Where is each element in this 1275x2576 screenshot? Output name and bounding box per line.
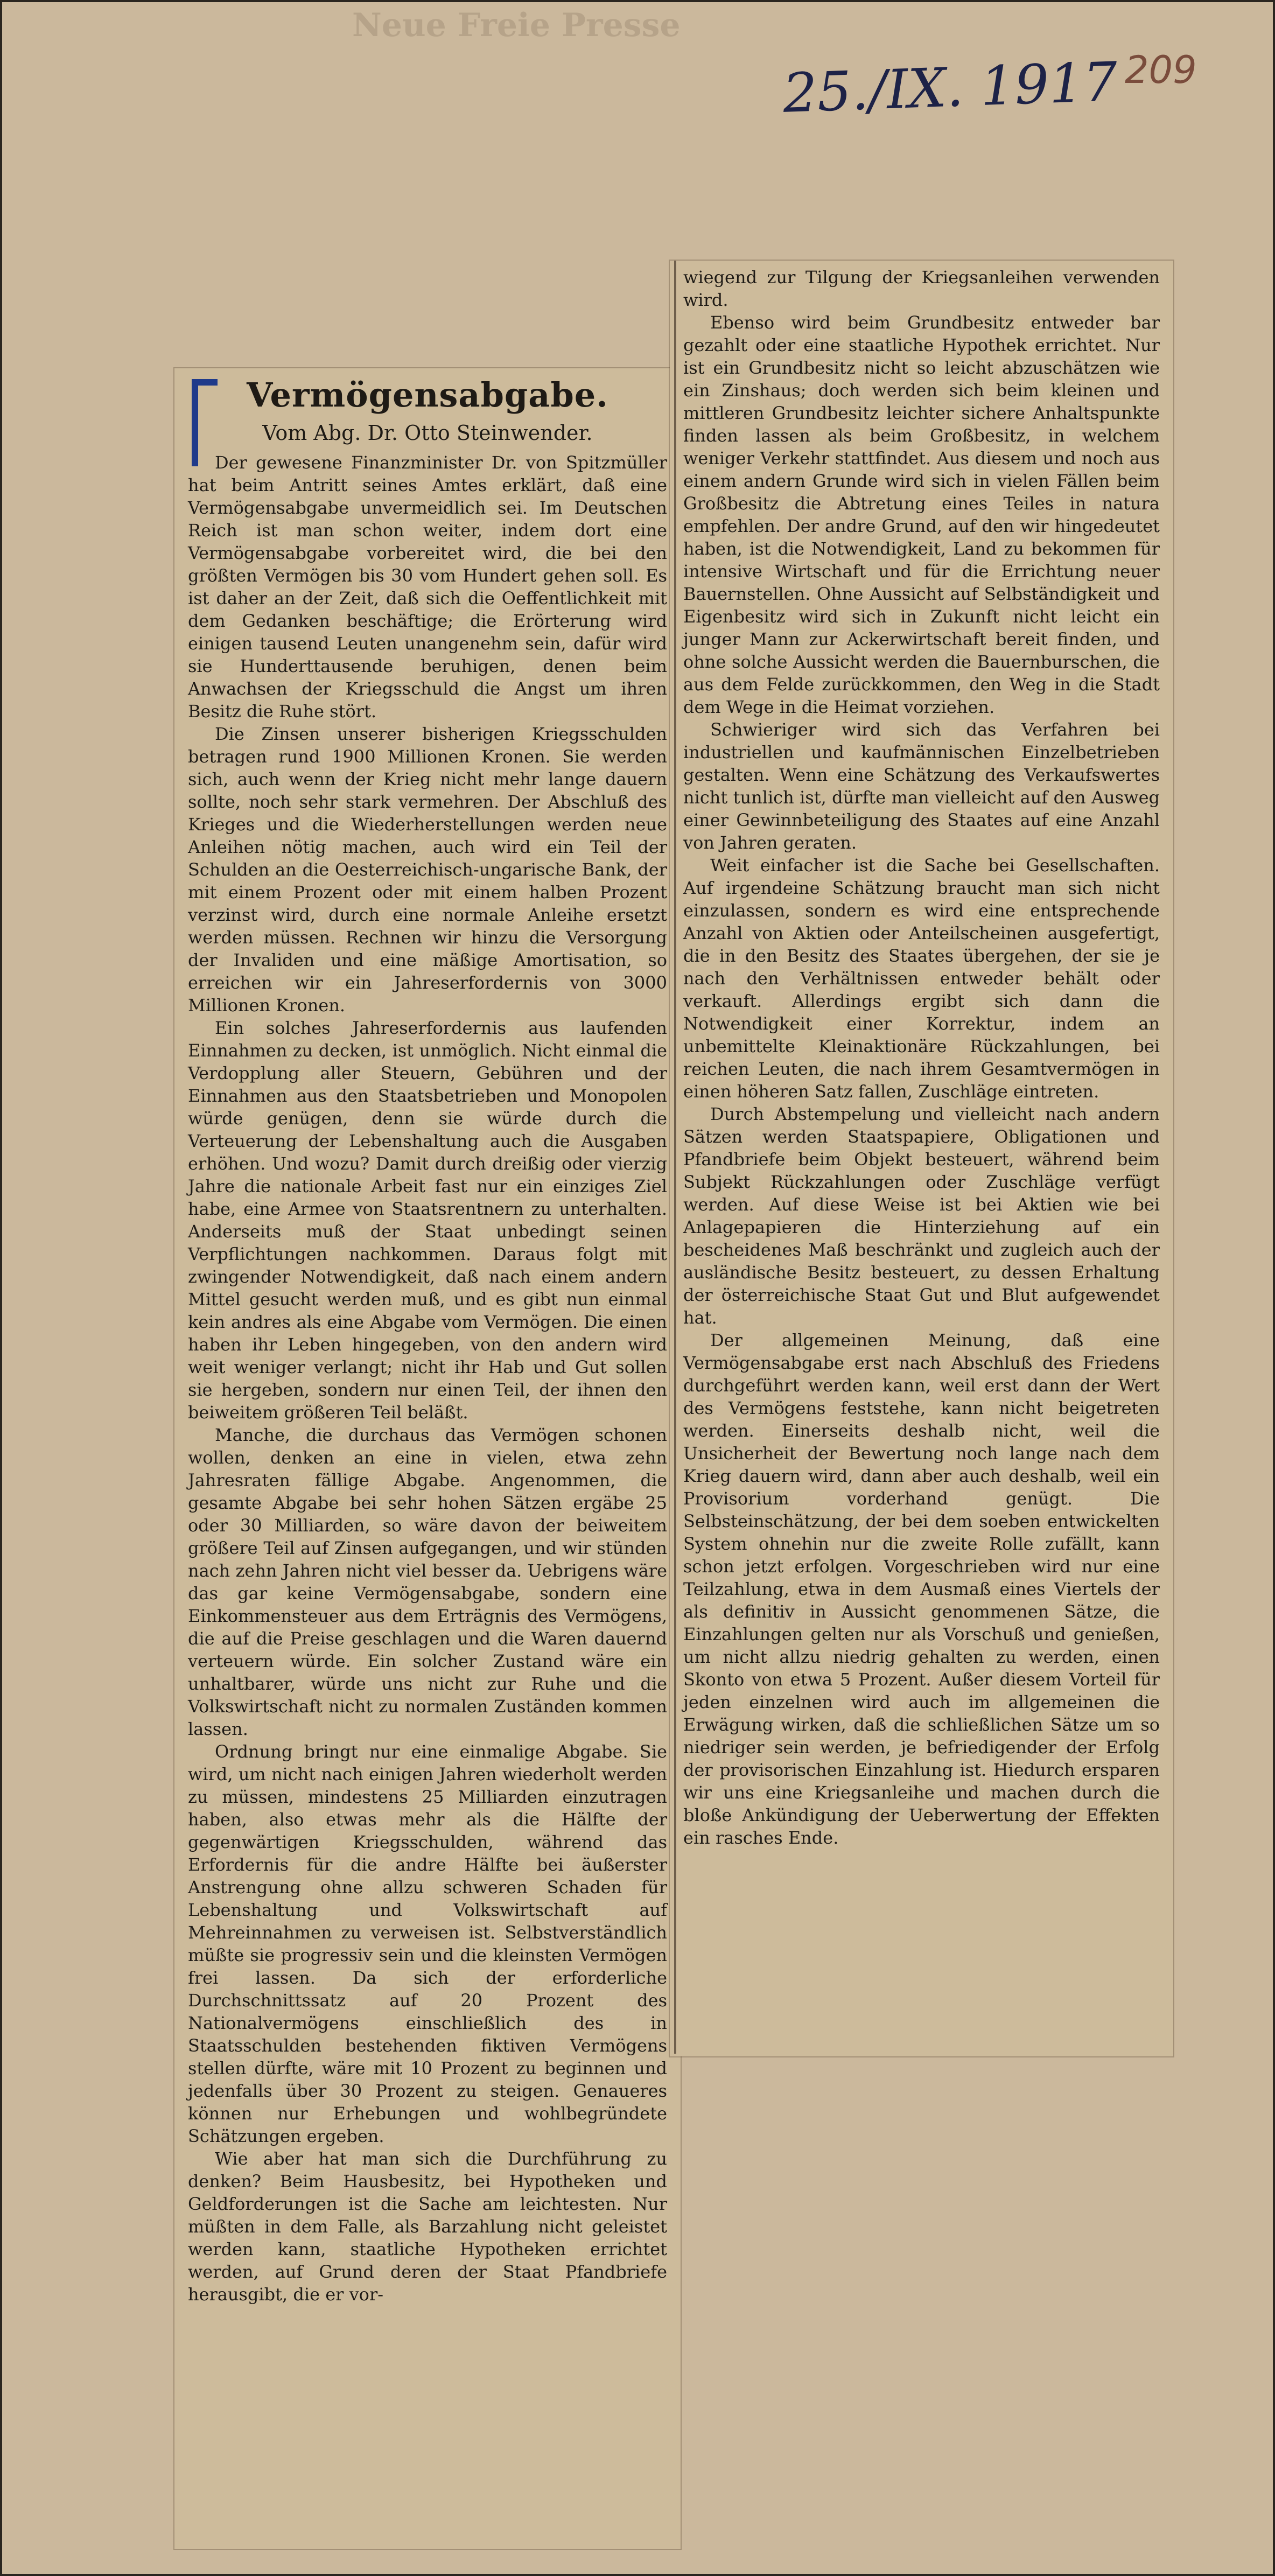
paragraph: Ordnung bringt nur eine einmalige Abgabe. Sie wird, um nicht nach einigen Jahren wiederholt werden zu müssen, mindestens 25 Milliarden einzutragen haben, also etwas mehr als die Hälfte der gegenwärtigen Kriegsschulden, während das Erfordernis für die andre Hälfte bei äußerster Anstrengung ohne allzu schweren Schaden für Lebenshaltung und Volkswirtschaft auf Mehreinnahmen zu verweisen ist. Selbstverständlich müßte sie progressiv sein und die kleinsten Vermögen frei lassen. Da sich der erforderliche Durchschnittssatz auf 20 Prozent des Nationalvermögens einschließlich des in Staatsschulden bestehenden fiktiven Vermögens stellen dürfte, wäre mit 10 Prozent zu beginnen und jedenfalls über 30 Prozent zu steigen. Genaueres können nur Erhebungen und wohlbegründete Schätzungen ergeben. — [188, 1741, 667, 2146]
paragraph: Durch Abstempelung und vielleicht nach andern Sätzen werden Staatspapiere, Obligationen und Pfandbriefe beim Objekt besteuert, während beim Subjekt Rückzahlungen oder Zuschläge verfügt werden. Auf diese Weise ist bei Aktien wie bei Anlagepapieren die Hinterziehung auf ein bescheidenes Maß beschränkt und zugleich auch der ausländische Besitz besteuert, zu dessen Erhaltung der österreichische Staat Gut und Blut aufgewendet hat. — [683, 1104, 1160, 1328]
paragraph: Manche, die durchaus das Vermögen schonen wollen, denken an eine in vielen, etwa zehn Jahresraten fällige Abgabe. Angenommen, die gesamte Abgabe bei sehr hohen Sätzen ergäbe 25 oder 30 Milliarden, so wäre davon der beiweitem größere Teil auf Zinsen aufgegangen, und wir stünden nach zehn Jahren nicht viel besser da. Uebrigens wäre das gar keine Vermögensabgabe, sondern eine Einkommensteuer aus dem Erträgnis des Vermögens, die auf die Preise geschlagen und die Waren dauernd verteuern würde. Ein solcher Zustand wäre ein unhaltbarer, würde uns nicht zur Ruhe und die Volkswirtschaft nicht zu normalen Zuständen kommen lassen. — [188, 1425, 667, 1739]
article-title: Vermögensabgabe. — [247, 375, 608, 415]
paragraph: Die Zinsen unserer bisherigen Kriegsschulden betragen rund 1900 Millionen Kronen. Sie werden sich, auch wenn der Krieg nicht mehr lange dauern sollte, noch sehr stark vermehren. Der Abschluß des Krieges und die Wiederherstellungen werden neue Anleihen nötig machen, auch wird ein Teil der Schulden an die Oesterreichisch-ungarische Bank, der mit einem Prozent oder mit einem halben Prozent verzinst wird, durch eine normale Anleihe ersetzt werden müssen. Rechnen wir hinzu die Versorgung der Invaliden und eine mäßige Amortisation, so erreichen wir ein Jahreserfordernis von 3000 Millionen Kronen. — [188, 724, 667, 1016]
paragraph: Der gewesene Finanzminister Dr. von Spitzmüller hat beim Antritt seines Amtes erklärt, daß eine Vermögensabgabe unvermeidlich sei. Im Deutschen Reich ist man schon weiter, indem dort eine Vermögensabgabe vorbereitet wird, die bei den größten Vermögen bis 30 vom Hundert gehen soll. Es ist daher an der Zeit, daß sich die Oeffentlichkeit mit dem Gedanken beschäftige; die Erörterung wird einigen tausend Leuten unangenehm sein, dafür wird sie Hunderttausende beruhigen, denen beim Anwachsen der Kriegsschuld die Angst um ihren Besitz die Ruhe stört. — [188, 452, 667, 722]
paragraph: Wie aber hat man sich die Durchführung zu denken? Beim Hausbesitz, bei Hypotheken und Geldforderungen ist die Sache am leichtesten. Nur müßten in dem Falle, als Barzahlung nicht geleistet werden kann, staatliche Hypotheken errichtet werden, auf Grund deren der Staat Pfandbriefe herausgibt, die er vor- — [188, 2148, 667, 2305]
column-rule — [674, 261, 676, 2054]
masthead: Neue Freie Presse — [352, 6, 681, 44]
article-left-column — [188, 374, 667, 2306]
article-byline: Vom Abg. Dr. Otto Steinwender. — [262, 421, 593, 445]
paragraph: Ebenso wird beim Grundbesitz entweder bar gezahlt oder eine staatliche Hypothek errichtet. Nur ist ein Grundbesitz nicht so leicht abzuschätzen wie ein Zinshaus; doch werden sich beim kleinen und mittleren Grundbesitz leichter sichere Anhaltspunkte finden lassen als beim Großbesitz, in welchem weniger Verkehr stattfindet. Aus diesem und noch aus einem andern Grunde wird sich in vielen Fällen beim Großbesitz die Abtretung eines Teiles in natura empfehlen. Der andre Grund, auf den wir hingedeutet haben, ist die Notwendigkeit, Land zu bekommen für intensive Wirtschaft und für die Errichtung neuer Bauernstellen. Ohne Aussicht auf Selbständigkeit und Eigenbesitz wird sich in Zukunft nicht leicht ein junger Mann zur Ackerwirtschaft bereit finden, und ohne solche Aussicht werden die Bauernburschen, die aus dem Felde zurückkommen, den Weg in die Stadt dem Wege in die Heimat vorziehen. — [683, 312, 1160, 717]
handwritten-date: 25./IX. 1917 — [782, 50, 1119, 125]
paragraph: Ein solches Jahreserfordernis aus laufenden Einnahmen zu decken, ist unmöglich. Nicht einmal die Verdopplung aller Steuern, Gebühren und der Einnahmen aus den Staatsbetrieben und Monopolen würde genügen, denn sie würde durch die Verteuerung der Lebenshaltung auch die Ausgaben erhöhen. Und wozu? Damit durch dreißig oder vierzig Jahre die nationale Arbeit fast nur ein einziges Ziel habe, eine Armee von Staatsrentnern zu unterhalten. Anderseits muß der Staat unbedingt seinen Verpflichtungen nachkommen. Daraus folgt mit zwingender Notwendigkeit, daß nach einem andern Mittel gesucht werden muß, und es gibt nun einmal kein andres als eine Abgabe vom Vermögen. Die einen haben ihr Leben hingegeben, von den andern wird weit weniger verlangt; nicht ihr Hab und Gut sollen sie hergeben, sondern nur einen Teil, der ihnen den beiweitem größeren Teil beläßt. — [188, 1018, 667, 1423]
article-right-column — [683, 266, 1160, 1849]
paragraph: Weit einfacher ist die Sache bei Gesellschaften. Auf irgendeine Schätzung braucht man sich nicht einzulassen, sondern es wird eine entsprechende Anzahl von Aktien oder Anteilscheinen ausgefertigt, die in den Besitz des Staates übergehen, der sie je nach den Verhältnissen entweder behält oder verkauft. Allerdings ergibt sich dann die Notwendigkeit einer Korrektur, indem an unbemittelte Kleinaktionäre Rückzahlungen, bei reichen Leuten, die nach ihrem Gesamtvermögen in einen höheren Satz fallen, Zuschläge eintreten. — [683, 855, 1160, 1102]
paragraph: Der allgemeinen Meinung, daß eine Vermögensabgabe erst nach Abschluß des Friedens durchgeführt werden kann, weil erst dann der Wert des Vermögens feststehe, kann nicht beigetreten werden. Einerseits deshalb nicht, weil die Unsicherheit der Bewertung noch lange nach dem Krieg dauern wird, dann aber auch deshalb, weil ein Provisorium vorderhand genügt. Die Selbsteinschätzung, der bei dem soeben entwickelten System ohnehin nur die zweite Rolle zufällt, kann schon jetzt erfolgen. Vorgeschrieben wird nur eine Teilzahlung, etwa in dem Ausmaß eines Viertels der als definitiv in Aussicht genommenen Sätze, die Einzahlungen gelten nur als Vorschuß und genießen, um nicht allzu niedrig gehalten zu werden, einen Skonto von etwa 5 Prozent. Außer diesem Vorteil für jeden einzelnen wird auch im allgemeinen die Erwägung wirken, daß die schließlichen Sätze um so niedriger sein werden, je befriedigender der Erfolg der provisorischen Einzahlung ist. Hiedurch ersparen wir uns eine Kriegsanleihe und machen durch die bloße Ankündigung der Ueberwertung der Effekten ein rasches Ende. — [683, 1330, 1160, 1848]
page-number: 209 — [1125, 48, 1197, 92]
paragraph: Schwieriger wird sich das Verfahren bei industriellen und kaufmännischen Einzelbetrieben gestalten. Wenn eine Schätzung des Verkaufswertes nicht tunlich ist, dürfte man vielleicht auf den Ausweg einer Gewinnbeteiligung des Staates auf eine Anzahl von Jahren geraten. — [683, 719, 1160, 853]
paragraph: wiegend zur Tilgung der Kriegsanleihen verwenden wird. — [683, 267, 1160, 310]
